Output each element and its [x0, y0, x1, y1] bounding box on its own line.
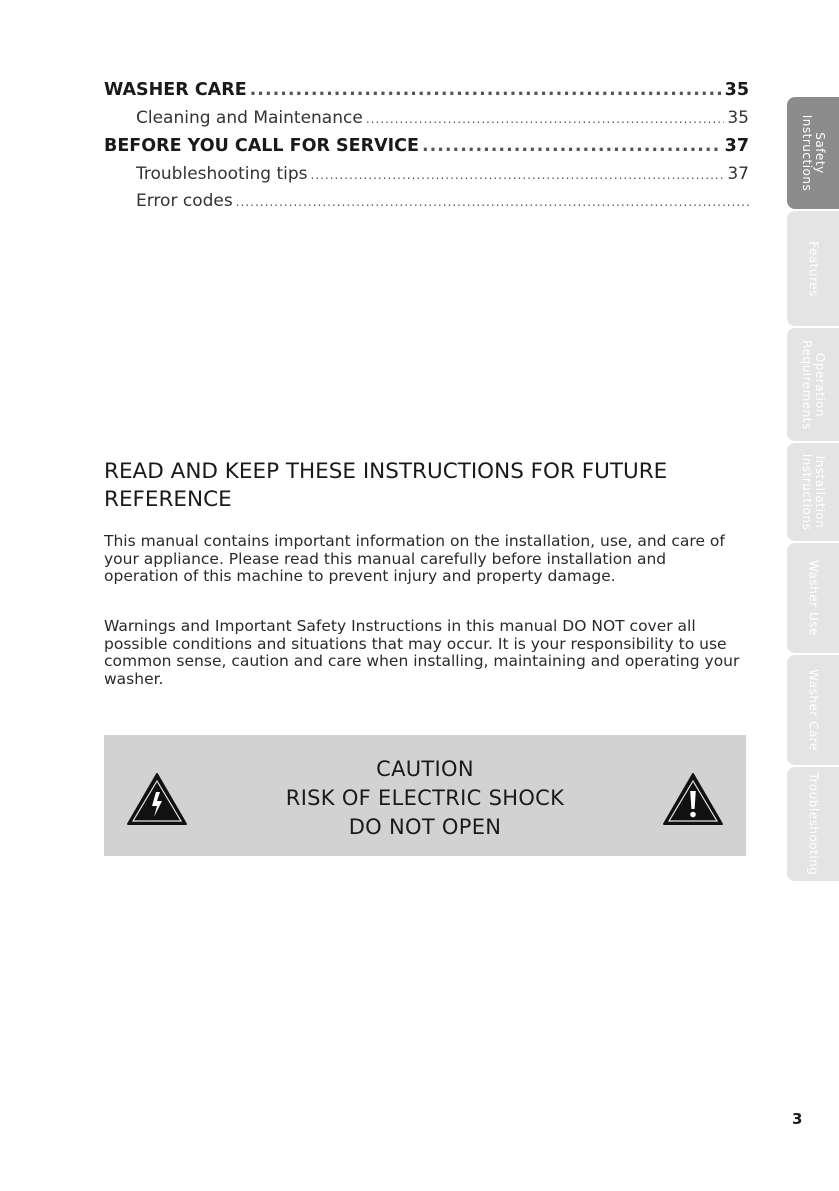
toc-section-washer-care[interactable]	[104, 76, 749, 105]
tab-label-line: Features	[806, 240, 821, 297]
tab-troubleshooting[interactable]	[787, 767, 839, 881]
exclamation-warning-icon	[662, 772, 724, 826]
tab-label	[800, 454, 826, 530]
tab-label-line: Washer Care	[806, 669, 821, 751]
toc-leader	[250, 76, 722, 105]
intro-paragraph: This manual contains important information on the installation, use, and care of your appliance. Please read this manual carefully before installation and operation of this machine to prevent injury and property damage.	[104, 532, 725, 585]
tab-label-line: Instructions	[800, 453, 814, 531]
tab-label	[800, 115, 826, 191]
page-number: 3	[792, 1110, 803, 1128]
tab-label-line: Requirements	[800, 339, 814, 430]
toc-item-troubleshooting[interactable]	[104, 161, 749, 188]
toc-label: BEFORE YOU CALL FOR SERVICE	[104, 136, 419, 156]
tab-label	[807, 241, 820, 297]
tab-label-line: Troubleshooting	[806, 772, 821, 876]
tab-operation-requirements[interactable]	[787, 328, 839, 441]
electric-shock-warning-icon	[126, 772, 188, 826]
toc-page: 35	[724, 80, 749, 100]
tab-label-line: Safety	[813, 132, 827, 174]
toc-item-cleaning[interactable]	[104, 105, 749, 132]
tab-label	[800, 340, 826, 429]
toc-section-before-service[interactable]	[104, 132, 749, 161]
tab-label-line: Instructions	[800, 114, 814, 192]
tab-label	[807, 773, 820, 876]
tab-safety-instructions[interactable]	[787, 97, 839, 209]
toc-label: Error codes	[136, 191, 233, 211]
toc-label: Troubleshooting tips	[136, 164, 308, 184]
tab-label	[807, 669, 820, 751]
tab-washer-care[interactable]	[787, 655, 839, 765]
caution-box	[104, 735, 746, 856]
instructions-heading: READ AND KEEP THESE INSTRUCTIONS FOR FUTURE REFERENCE	[104, 459, 668, 512]
tab-installation-instructions[interactable]	[787, 443, 839, 541]
tab-features[interactable]	[787, 211, 839, 326]
tab-label	[807, 560, 820, 636]
tab-washer-use[interactable]	[787, 543, 839, 653]
toc-item-error-codes[interactable]	[104, 188, 752, 215]
toc-page: 37	[724, 136, 749, 156]
caution-title: CAUTION	[376, 757, 474, 781]
tab-label-line: Washer Use	[806, 560, 821, 636]
toc-label: Cleaning and Maintenance	[136, 108, 363, 128]
caution-risk-line: RISK OF ELECTRIC SHOCK	[285, 786, 565, 810]
toc-leader	[422, 132, 722, 161]
toc-page: 37	[727, 164, 749, 184]
warnings-paragraph: Warnings and Important Safety Instructions in this manual DO NOT cover all possible conditions and situations that may occur. It is your responsibility to use common sense, caution and care when installing, maintaining and operating your washer.	[104, 617, 740, 688]
toc-page: 35	[727, 108, 749, 128]
tab-label-line: Operation	[813, 352, 827, 417]
table-of-contents	[104, 76, 749, 215]
caution-do-not-open: DO NOT OPEN	[348, 815, 502, 839]
caution-text	[104, 755, 746, 842]
toc-leader	[310, 162, 724, 189]
section-tabs	[787, 97, 839, 883]
toc-label: WASHER CARE	[104, 80, 247, 100]
tab-label-line: Installation	[813, 455, 827, 529]
toc-leader	[236, 189, 749, 216]
toc-leader	[366, 106, 725, 133]
